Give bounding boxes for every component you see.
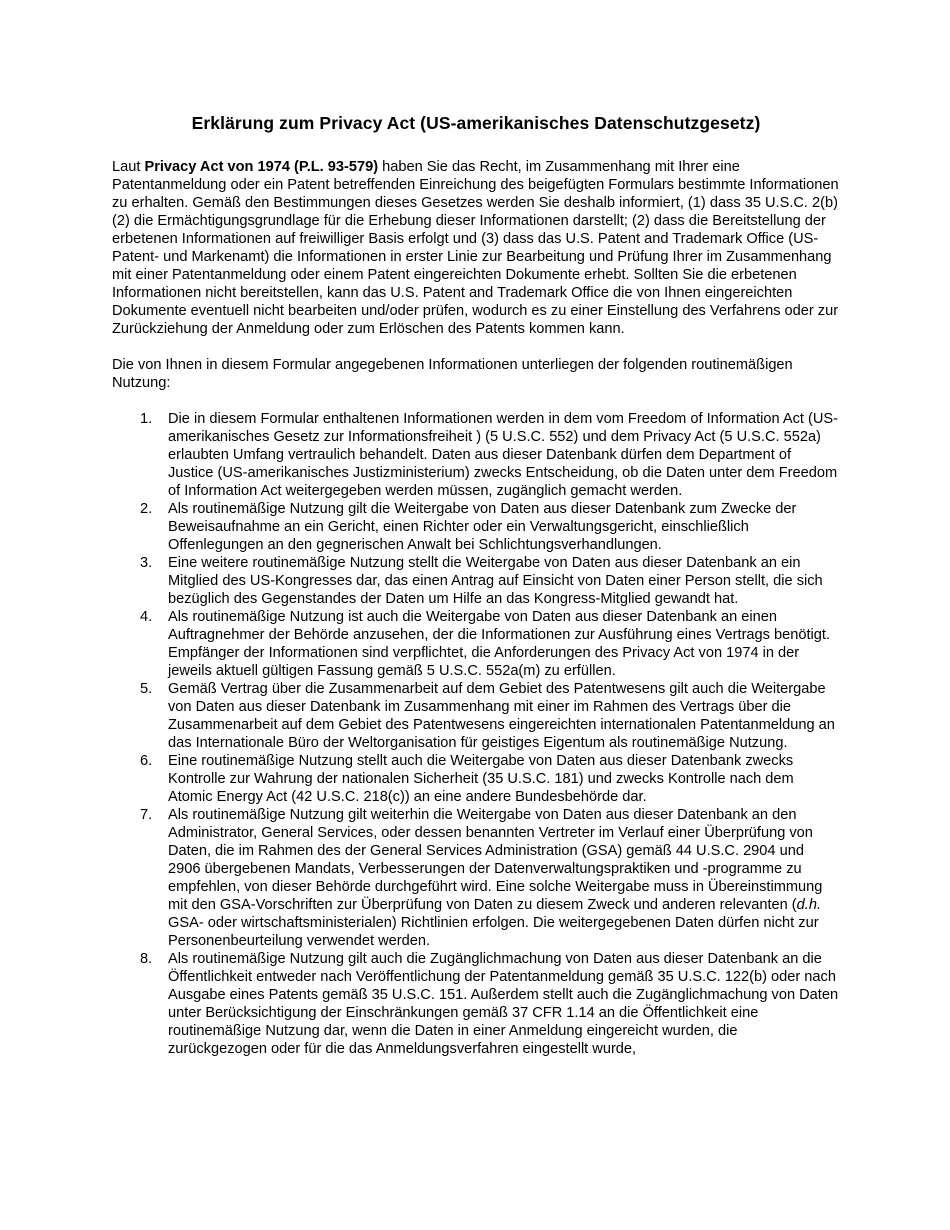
list-item xyxy=(112,410,840,500)
list-item-number: 2. xyxy=(140,501,153,517)
page-title: Erklärung zum Privacy Act (US-amerikanisches Datenschutzgesetz) xyxy=(191,113,761,133)
list-item-number: 3. xyxy=(140,555,153,571)
list-item-number: 5. xyxy=(140,681,153,697)
list-item-text: Als routinemäßige Nutzung ist auch die Weitergabe von Daten aus dieser Datenbank an einen Auftragnehmer der Behörde anzusehen, der die Informationen zur Ausführung eines Vertrags benötigt. Empfänger der Informationen sind verpflichtet, die Anforderungen des Privacy Act von 1974 in der jeweils aktuell gültigen Fassung gemäß 5 U.S.C. 552a(m) zu erfüllen. xyxy=(168,609,831,679)
list-item-italic-abbrev: d.h. xyxy=(796,897,822,913)
list-item xyxy=(112,500,840,554)
routine-use-intro: Die von Ihnen in diesem Formular angegebenen Informationen unterliegen der folgenden routinemäßigen Nutzung: xyxy=(112,357,793,391)
intro-text: haben Sie das Recht, im Zusammenhang mit Ihrer eine Patentanmeldung oder ein Patent betreffenden Einreichung des beigefügten Formulars bestimmte Informationen zu erhalten. Gemäß den Bestimmungen dieses Gesetzes werden Sie deshalb informiert, (1) dass 35 U.S.C. 2(b)(2) die Ermächtigungsgrundlage für die Erhebung dieser Informationen darstellt; (2) dass die Bereitstellung der erbetenen Informationen auf freiwilliger Basis erfolgt und (3) dass das U.S. Patent and Trademark Office (US-Patent- und Markenamt) die Informationen in erster Linie zur Bearbeitung und Prüfung Ihrer im Zusammenhang mit einer Patentanmeldung oder einem Patent eingereichten Dokumente erhebt. Sollten Sie die erbetenen Informationen nicht bereitstellen, kann das U.S. Patent and Trademark Office die von Ihnen eingereichten Dokumente eventuell nicht bearbeiten und/oder prüfen, wodurch es zu einer Einstellung des Verfahrens oder zur Zurückziehung der Anmeldung oder zum Erlöschen des Patents kommen kann. xyxy=(112,159,839,337)
intro-paragraph xyxy=(112,158,840,338)
list-item-text: Eine weitere routinemäßige Nutzung stellt die Weitergabe von Daten aus dieser Datenbank an ein Mitglied des US-Kongresses dar, das einen Antrag auf Einsicht von Daten einer Person stellt, die sich bezüglich des Gegenstandes der Daten um Hilfe an das Kongress-Mitglied gewandt hat. xyxy=(168,555,823,607)
intro-act-reference: Privacy Act von 1974 (P.L. 93-579) xyxy=(144,159,379,175)
list-item xyxy=(112,608,840,680)
list-item xyxy=(112,752,840,806)
list-item-text: Als routinemäßige Nutzung gilt auch die Zugänglichmachung von Daten aus dieser Datenbank an die Öffentlichkeit entweder nach Veröffentlichung der Patentanmeldung gemäß 35 U.S.C. 122(b) oder nach Ausgabe eines Patents gemäß 35 U.S.C. 151. Außerdem stellt auch die Zugänglichmachung von Daten unter Berücksichtigung der Einschränkungen gemäß 37 CFR 1.14 an die Öffentlichkeit eine routinemäßige Nutzung dar, wenn die Daten in einer Anmeldung eingereicht wurden, die zurückgezogen oder für die das Anmeldungsverfahren eingestellt wurde, xyxy=(168,951,839,1057)
list-item-text-before: Als routinemäßige Nutzung gilt weiterhin die Weitergabe von Daten aus dieser Datenbank an den Administrator, General Services, oder dessen benannten Vertreter im Verlauf einer Überprüfung von Daten, die im Rahmen des der General Services Administration (GSA) gemäß 44 U.S.C. 2904 und 2906 übergebenen Mandats, Verbesserungen der Datenverwaltungspraktiken und -programme zu empfehlen, von dieser Behörde durchgeführt wird. Eine solche Weitergabe muss in Übereinstimmung mit den GSA-Vorschriften zur Überprüfung von Daten zu diesem Zweck und anderen relevanten ( xyxy=(168,807,823,913)
list-item-number: 4. xyxy=(140,609,153,625)
list-item-text: Gemäß Vertrag über die Zusammenarbeit auf dem Gebiet des Patentwesens gilt auch die Weitergabe von Daten aus dieser Datenbank im Zusammenhang mit einer im Rahmen des Vertrags über die Zusammenarbeit auf dem Gebiet des Patentwesens eingereichten internationalen Patentanmeldung an das Internationale Büro der Weltorganisation für geistiges Eigentum als routinemäßige Nutzung. xyxy=(168,681,835,751)
list-item xyxy=(112,680,840,752)
list-item-text: Eine routinemäßige Nutzung stellt auch die Weitergabe von Daten aus dieser Datenbank zwecks Kontrolle zur Wahrung der nationalen Sicherheit (35 U.S.C. 181) und zwecks Kontrolle nach dem Atomic Energy Act (42 U.S.C. 218(c)) an eine andere Bundesbehörde dar. xyxy=(168,753,794,805)
intro-prefix: Laut xyxy=(112,159,145,175)
list-item-number: 8. xyxy=(140,951,153,967)
list-item xyxy=(112,950,840,1058)
list-item-number: 1. xyxy=(140,411,153,427)
list-item-number: 7. xyxy=(140,807,153,823)
list-item xyxy=(112,554,840,608)
list-item-text: Als routinemäßige Nutzung gilt die Weitergabe von Daten aus dieser Datenbank zum Zwecke der Beweisaufnahme an ein Gericht, einen Richter oder ein Verwaltungsgericht, einschließlich Offenlegungen an den gegnerischen Anwalt bei Schlichtungsverhandlungen. xyxy=(168,501,797,553)
routine-use-list xyxy=(112,410,840,1058)
document-page xyxy=(112,112,840,1058)
list-item-text-after: GSA- oder wirtschaftsministerialen) Richtlinien erfolgen. Die weitergegebenen Daten dürfen nicht zur Personenbeurteilung verwendet werden. xyxy=(168,915,819,949)
list-item-number: 6. xyxy=(140,753,153,769)
list-item xyxy=(112,806,840,950)
list-item-text: Die in diesem Formular enthaltenen Informationen werden in dem vom Freedom of Information Act (US-amerikanisches Gesetz zur Informationsfreiheit ) (5 U.S.C. 552) und dem Privacy Act (5 U.S.C. 552a) erlaubten Umfang vertraulich behandelt. Daten aus dieser Datenbank dürfen dem Department of Justice (US-amerikanisches Justizministerium) zwecks Entscheidung, ob die Daten unter dem Freedom of Information Act weitergegeben werden müssen, zugänglich gemacht werden. xyxy=(168,411,838,499)
